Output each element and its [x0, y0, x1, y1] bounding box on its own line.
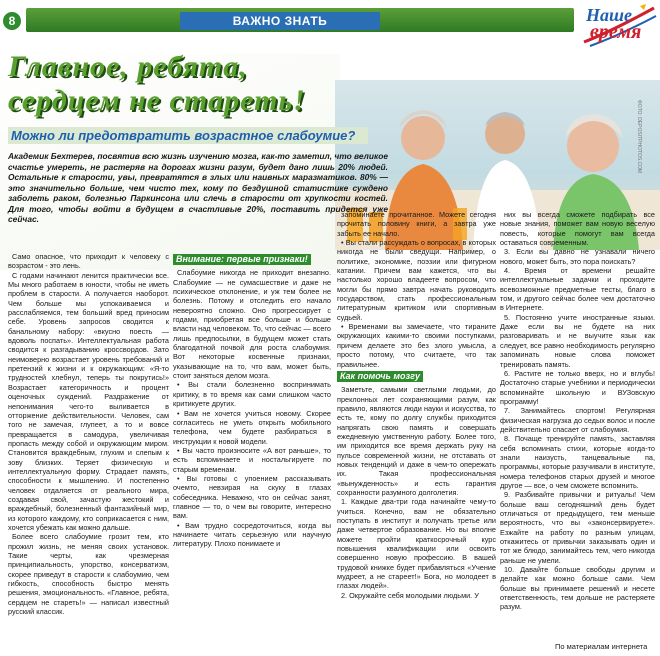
- page-number: 8: [3, 12, 21, 30]
- lead-paragraph: Академик Бехтерев, посвятив всю жизнь изучению мозга, как-то заметил, что великое счастье умереть, не растеряв на дорогах жизни разум, будет дано лишь 20% людей. Остальные к старости, увы, превратятся в злых или наивных маразматиков. 80% — это значительно больше, чем чисто тех, кому по бездушной статистике суждено заболеть раком, болезнью Паркинсона или слечь в старости от хрупкости костей. Для того, чтобы войти в будущем в счастливые 20%, поставить придется уже сейчас.: [8, 151, 389, 224]
- bullet-item: • Вы часто произносите «А вот раньше», то есть вспоминаете и ностальгируете по старым временам.: [173, 445, 331, 474]
- paragraph: запоминаете прочитанное. Можете сегодня прочитать половину книги, а завтра уже забыть ее начало.: [337, 210, 496, 238]
- logo-word-top: Наше: [586, 5, 632, 25]
- bullet-item: • Временами вы замечаете, что тираните окружающих какими-то своими поступками, причем делаете это без злого умысла, а просто потому, что считаете, что так правильнее.: [337, 322, 496, 369]
- bullet-item: • Вы стали болезненно воспринимать критику, в то время как сами слишком часто критикуете других.: [173, 380, 331, 409]
- article-column-4: [500, 210, 655, 612]
- article-column-2: [173, 252, 331, 549]
- bullet-item: • Вы готовы с упоением рассказывать очемто, невзирая на скуку в глазах собеседника. Неважно, что он сейчас занят, главное — то, о чем вы говорите, интересно вам.: [173, 473, 331, 521]
- headline-line-1: Главное, ребята,: [8, 50, 248, 83]
- numbered-item: 1. Каждые два-три года начинайте чему-то учиться. Конечно, вам не обязательно поступать в институт и получать третье или даже четвертое образование. Но вы вполне можете пройти краткосрочный курс повышения квалификации или освоить совершенно новую профессию. В вашей трудовой книжке будет прибавляться «Учение мудреет, а не стареет!» Бога, но молодеет в глазах людей».: [337, 497, 496, 591]
- article-column-3: [337, 210, 496, 600]
- bullet-item: • Вы стали рассуждать о вопросах, в которых никогда не были сведущи. Например, о политике, экономике, поэзии или фигурном катании. Причем вам кажется, что вы настолько хорошо владеете вопросом, что могли бы прямо завтра начать руководить государством, стать профессиональным литературным критиком или спортивным судьей.: [337, 238, 496, 322]
- numbered-item: 9. Разбивайте привычки и ритуалы! Чем больше ваш сегодняшний день будет отличаться от предыдущего, тем меньше вероятность, что вы «законсервируете». Езжайте на работу по разным улицам, откажитесь от привычки заказывать один и тот же блюдо, занимайтесь тем, чего никогда раньше не умели.: [500, 490, 655, 565]
- paragraph: Само опасное, что приходит к человеку с возрастом - это лень.: [8, 252, 169, 271]
- paragraph: С годами начинают ленится практически все. Мы много работаем в юности, чтобы не иметь проблем в старости. А получается наоборот. Чем больше мы успокаиваемся и расслабляемся, тем больший вред приносим себе. Уровень запросов сводится к банальному набору: «вкусно поесть — вдоволь поспать». Интеллектуальная работа сводится к разгадыванию кроссвордов. Зато неимоверно возрастает уровень требований и претензий к жизни и к окружающим: «Я-то трудностей хлебнул, теперь ты покрутись!» Возрастает категоричность и процент оценочных суждений. Раздражение от непонимания чего-то выливается в отторжение действительности. Человек, сам того не замечая, глупеет, а то и вовсе превращается в самодура, увеличивая пропасть между собой и окружающим миром. Становится враждебным, глухим и слепым к зову близких. Теряет физическую и интеллектуальную форму. Страдает память, способности к мышлению. И постепенно человек отдаляется от реального мира, создавая свой, зачастую жестокий и враждебный, болезненный фантазийный мир, из которого каждому, кто соприкасается с ним, хочется убежать как можно дальше.: [8, 270, 169, 532]
- numbered-item: 2. Окружайте себя молодыми людьми. У: [341, 590, 479, 600]
- logo-word-bottom: время: [590, 21, 642, 43]
- section-heading-help-brain: Как помочь мозгу: [337, 371, 423, 382]
- paragraph: Заметьте, самыми светлыми людьми, до преклонных лет сохраняющими разум, как правило, являются люди науки и искусства, то есть те, кому по долгу службы приходится напрягать свою память и совершать ежедневную умственную работу. Более того, им приходится все время держать руку на пульсе современной жизни, не отставать от новых тенденций и даже в чем-то опережать их. Такая профессиональная «вынужденность» и есть гарантия сохранности разумного долголетия.: [337, 385, 496, 497]
- numbered-item: 10. Давайте больше свободы другим и делайте как можно больше сами. Чем больше вы принимаете решений и несете ответственность, тем дольше не растеряете разум.: [500, 565, 655, 612]
- numbered-item: 4. Время от времени решайте интеллектуальные задачки и проходите всевозможные предметные тесты, благо в том, и другого сейчас более чем достаточно в Интернете.: [500, 266, 655, 313]
- numbered-item: 3. Если вы давно не узнавали ничего нового, может быть, это пора поискать?: [500, 247, 655, 266]
- headline: [8, 50, 378, 118]
- photo-credit: ФОТО: DEPOSITPHOTOS.COM: [636, 100, 642, 174]
- section-title: ВАЖНО ЗНАТЬ: [180, 12, 380, 30]
- numbered-item: 5. Постоянно учите иностранные языки. Даже если вы не будете на них разговаривать и не выучите язык как следует, все равно необходимость регулярно запоминать новые слова поможет тренировать память.: [500, 312, 655, 369]
- bullet-item: • Вам не хочется учиться новому. Скорее согласитесь не уметь открыть мобильного телефона, чем будете разбираться в инструкции к новой модели.: [173, 408, 331, 446]
- section-heading-first-signs: Внимание: первые признаки!: [173, 254, 311, 265]
- headline-line-2: сердцем не стареть!: [8, 84, 306, 117]
- source-credit: По материалам интернета: [555, 642, 648, 651]
- subheadline: Можно ли предотвратить возрастное слабоумие?: [8, 127, 368, 144]
- paragraph: Более всего слабоумие грозит тем, кто прожил жизнь, не меняя своих установок. Такие черты, как чрезмерная принципиальность, упорство, консерватизм, скорее приведут в старости к слабоумию, чем гибкость, способность быстро менять решения, эмоциональность. «Главное, ребята, сердцем не стареть!» — написал известный русский классик.: [8, 532, 169, 617]
- paragraph: них вы всегда сможете подбирать все новые знания, поможет вам новую веселую повесть, которые помогут вам всегда оставаться современным.: [500, 210, 655, 248]
- numbered-item: 8. Почаще тренируйте память, заставляя себя вспоминать стихи, которые когда-то знали наизусть, танцевальные па, программы, которые разучивали в институте, номера телефонов старых друзей и многое другое — все, о чем сможете вспомнить.: [500, 434, 655, 490]
- numbered-item: 6. Растите не только вверх, но и вглубь! Достаточно старые учебники и периодически вспоминайте школьную и ВУЗовскую программу!: [500, 368, 655, 406]
- bullet-item: • Вам трудно сосредоточиться, когда вы начинаете читать серьезную или научную литературу. Плохо понимаете и: [173, 520, 331, 549]
- numbered-item: 7. Занимайтесь спортом! Регулярная физическая нагрузка до седых волос и после действительно спасает от слабоумия.: [500, 406, 655, 434]
- paragraph: Слабоумие никогда не приходит внезапно. Слабоумие — не сумасшествие и даже не психическое отклонение, и уж тем более не болезнь. Потому и отследить его начало невероятно сложно. Оно прогрессирует с годами, приобретая все больше и больше власти над человеком. То, что сейчас — всего лишь предпосылки, в будущем может стать благодатной почвой для роста слабоумия. Вот некоторые косвенные признаки, указывающие на то, что вам, может быть, стоит заняться делом мозга.: [173, 268, 331, 381]
- article-column-1: [8, 252, 169, 616]
